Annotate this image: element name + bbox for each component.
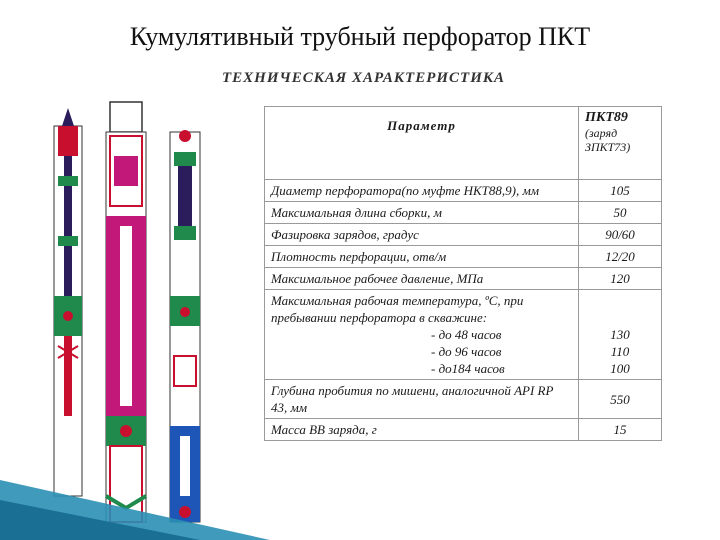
temp-sub-label-2: - до 96 часов	[431, 344, 502, 359]
value-cell: 12/20	[579, 246, 662, 268]
param-cell: Максимальное рабочее давление, МПа	[265, 268, 579, 290]
value-cell: 90/60	[579, 224, 662, 246]
param-cell: Глубина пробития по мишени, аналогичной API RP 43, мм	[265, 380, 579, 419]
header-model-name: ПКТ89	[585, 110, 628, 125]
value-cell: 550	[579, 380, 662, 419]
table-row	[265, 202, 662, 224]
table-row-temperature	[265, 290, 662, 380]
header-note-2: ЗПКТ73)	[585, 140, 631, 154]
section-heading: ТЕХНИЧЕСКАЯ ХАРАКТЕРИСТИКА	[222, 70, 506, 86]
value-cell: 120	[579, 268, 662, 290]
temp-value-2: 110	[610, 344, 630, 359]
value-cell	[579, 290, 662, 380]
table-row	[265, 180, 662, 202]
value-cell: 105	[579, 180, 662, 202]
table-row	[265, 246, 662, 268]
header-param: Параметр	[265, 107, 579, 180]
value-cell: 15	[579, 419, 662, 441]
page-title: Кумулятивный трубный перфоратор ПКТ	[129, 22, 591, 51]
table-row	[265, 224, 662, 246]
param-cell: Масса ВВ заряда, г	[265, 419, 579, 441]
header-note-1: (заряд	[585, 126, 618, 140]
temp-value-3: 100	[610, 361, 630, 376]
table-row	[265, 380, 662, 419]
value-cell: 50	[579, 202, 662, 224]
corner-decoration	[0, 450, 270, 540]
table-row	[265, 268, 662, 290]
table-row	[265, 419, 662, 441]
param-cell	[265, 290, 579, 380]
temp-value-1: 130	[610, 327, 630, 342]
param-cell: Фазировка зарядов, градус	[265, 224, 579, 246]
temp-sub-label-3: - до184 часов	[431, 361, 505, 376]
perforator-drawing-1	[54, 108, 82, 496]
param-cell: Плотность перфорации, отв/м	[265, 246, 579, 268]
param-cell: Максимальная длина сборки, м	[265, 202, 579, 224]
param-cell: Диаметр перфоратора(по муфте НКТ88,9), мм	[265, 180, 579, 202]
temp-param-text: Максимальная рабочая температура, ºС, при пребывании перфоратора в скважине:	[271, 293, 524, 325]
spec-table	[264, 106, 662, 441]
temp-sub-label-1: - до 48 часов	[431, 327, 502, 342]
table-header-row	[265, 107, 662, 180]
header-model	[579, 107, 662, 180]
